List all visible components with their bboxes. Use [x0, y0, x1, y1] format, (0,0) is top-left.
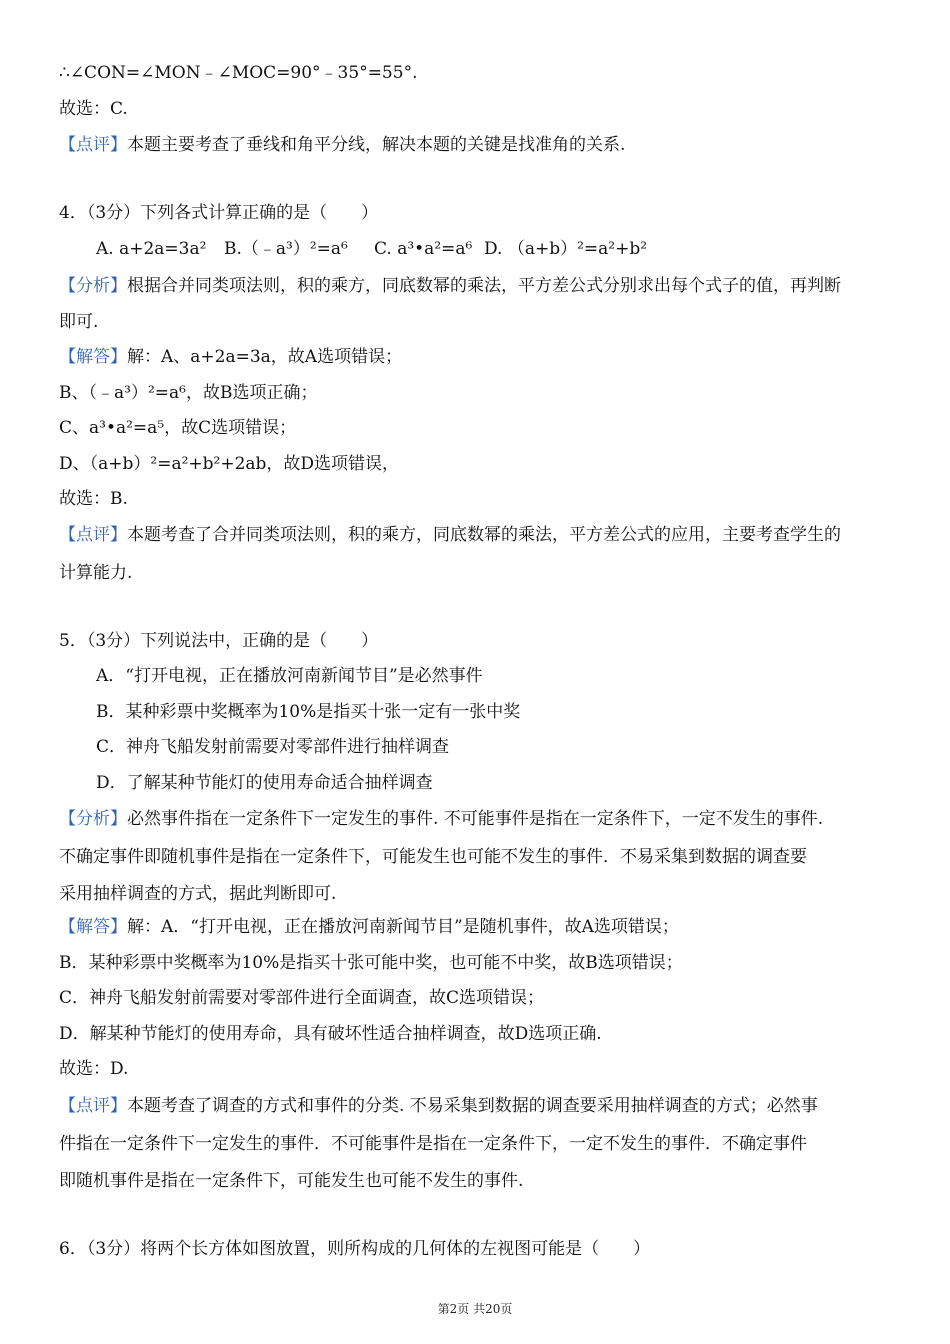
q4-stem: 4．（3分）下列各式计算正确的是（ ）: [59, 203, 379, 223]
q5-option-a: A．“打开电视，正在播放河南新闻节目”是必然事件: [96, 666, 483, 686]
q5-analysis-text-1: 必然事件指在一定条件下一定发生的事件. 不可能事件是指在一定条件下，一定不发生的事件.: [127, 809, 824, 829]
review-tag: 【点评】: [59, 135, 127, 155]
q5-solution-text-3: C．神舟飞船发射前需要对零部件进行全面调查，故C选项错误；: [59, 988, 545, 1008]
q5-review-text-3: 即随机事件是指在一定条件下，可能发生也可能不发生的事件.: [59, 1171, 524, 1191]
q4-option-d: D. （a+b）²=a²+b²: [484, 239, 648, 259]
q4-solution-text-1: 解：A、a+2a=3a，故A选项错误；: [127, 347, 403, 367]
q5-analysis-text-3: 采用抽样调查的方式，据此判断即可.: [59, 884, 337, 904]
q4-option-c: C. a³•a²=a⁶: [374, 239, 473, 259]
q4-review-text-2: 计算能力.: [59, 563, 133, 583]
q5-solution: [59, 916, 679, 938]
q4-analysis-text-2: 即可.: [59, 312, 99, 332]
analysis-tag: 【分析】: [59, 809, 127, 829]
q4-option-b: B.（﹣a³）²=a⁶: [224, 239, 348, 259]
q4-review: [59, 524, 841, 546]
q3-answer: 故选：C.: [59, 99, 128, 119]
q5-option-b: B．某种彩票中奖概率为10%是指买十张一定有一张中奖: [96, 702, 521, 722]
q5-review: [59, 1095, 818, 1117]
q4-options: [96, 238, 647, 260]
q4-option-a: A. a+2a=3a²: [96, 239, 207, 259]
q5-option-d: D．了解某种节能灯的使用寿命适合抽样调查: [96, 773, 433, 793]
q4-solution-text-2: B、（﹣a³）²=a⁶，故B选项正确；: [59, 383, 318, 403]
q3-calculation: ∴∠CON=∠MON﹣∠MOC=90°﹣35°=55°.: [59, 63, 418, 83]
q5-stem: 5．（3分）下列说法中，正确的是（ ）: [59, 631, 379, 651]
q5-review-text-1: 本题考查了调查的方式和事件的分类. 不易采集到数据的调查要采用抽样调查的方式；必然事: [127, 1096, 818, 1116]
q4-analysis-text-1: 根据合并同类项法则，积的乘方，同底数幂的乘法，平方差公式分别求出每个式子的值，再判断: [127, 276, 841, 296]
q4-solution-text-3: C、a³•a²=a⁵，故C选项错误；: [59, 418, 297, 438]
analysis-tag: 【分析】: [59, 276, 127, 296]
q5-answer: 故选：D.: [59, 1059, 129, 1079]
solution-tag: 【解答】: [59, 347, 127, 367]
review-tag: 【点评】: [59, 525, 127, 545]
q5-option-c: C．神舟飞船发射前需要对零部件进行抽样调查: [96, 737, 450, 757]
q5-solution-text-4: D．解某种节能灯的使用寿命，具有破坏性适合抽样调查，故D选项正确.: [59, 1024, 602, 1044]
q3-review: [59, 134, 625, 156]
q5-solution-text-2: B．某种彩票中奖概率为10%是指买十张可能中奖，也可能不中奖，故B选项错误；: [59, 953, 683, 973]
q4-solution: [59, 346, 402, 368]
q5-review-text-2: 件指在一定条件下一定发生的事件．不可能事件是指在一定条件下，一定不发生的事件．不确定事件: [59, 1134, 807, 1154]
q6-stem: 6．（3分）将两个长方体如图放置，则所构成的几何体的左视图可能是（ ）: [59, 1239, 651, 1259]
q4-analysis: [59, 275, 841, 297]
q4-answer: 故选：B.: [59, 489, 128, 509]
review-tag: 【点评】: [59, 1096, 127, 1116]
page-number: 第2页 共20页: [437, 1302, 513, 1316]
q4-review-text-1: 本题考查了合并同类项法则，积的乘方，同底数幂的乘法，平方差公式的应用，主要考查学生的: [127, 525, 841, 545]
q5-analysis-text-2: 不确定事件即随机事件是指在一定条件下，可能发生也可能不发生的事件．不易采集到数据的调查要: [59, 847, 807, 867]
q4-solution-text-4: D、（a+b）²=a²+b²+2ab，故D选项错误，: [59, 454, 400, 474]
solution-tag: 【解答】: [59, 917, 127, 937]
q3-review-text: 本题主要考查了垂线和角平分线，解决本题的关键是找准角的关系.: [127, 135, 626, 155]
q5-solution-text-1: 解：A．“打开电视，正在播放河南新闻节目”是随机事件，故A选项错误；: [127, 917, 679, 937]
q5-analysis: [59, 808, 823, 830]
